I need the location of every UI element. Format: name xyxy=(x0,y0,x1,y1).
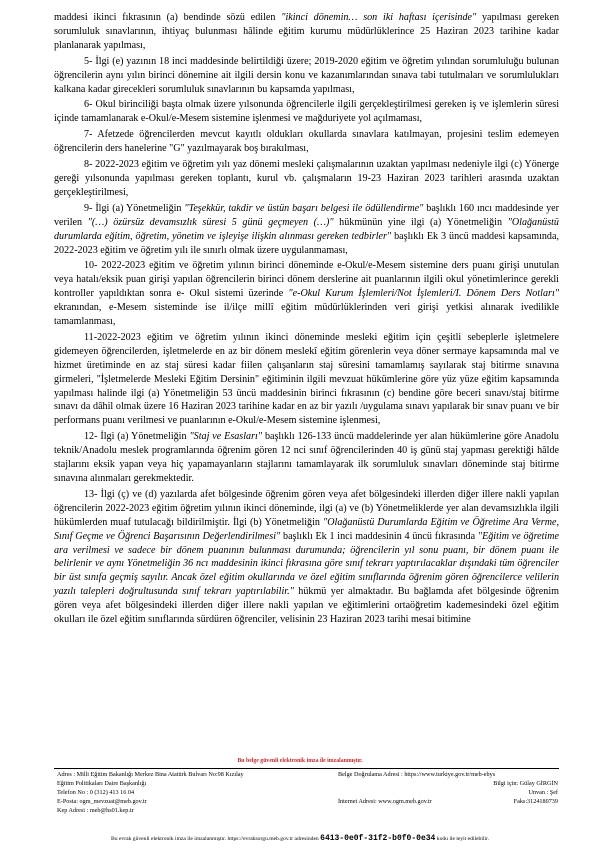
paragraph xyxy=(54,11,559,53)
paragraph-text: 7- Afetzede öğrencilerden mevcut kayıtlı oldukları okullarda sınavlara katılmayan, projesini teslim edemeyen öğrencilerin ders hanelerine "G" yazılmayarak boş bırakılması, xyxy=(54,129,559,155)
footer-address: Adres : Milli Eğitim Bakanlığı Merkez Bina Atatürk Bulvarı No:98 Kızılay xyxy=(57,771,244,778)
quoted-text: "Staj ve Esasları" xyxy=(189,431,263,443)
paragraph-text: 13- İlgi (ç) ve (d) yazılarda afet bölgesinde öğrenim gören veya afet bölgesindeki illerden diğer illere nakli yapılan öğrencilerin 2022-2023 eğitim öğretim yılının ikinci döneminde, ilgi (a) ve (b) Yönetmeliklerde yer alan devamsızlıkla ilgili hükümlerden muaf tutulacağı bildirilmiştir. İlgi (b) Yönetmeliğin xyxy=(54,488,559,528)
footer-verify-address[interactable]: Belge Doğrulama Adresi : https://www.turkiye.gov.tr/meb-ebys xyxy=(338,771,496,778)
paragraph xyxy=(54,488,559,627)
paragraph-text: hükmünün yine ilgi (a) Yönetmeliğin xyxy=(333,216,508,228)
paragraph-text: 8- 2022-2023 eğitim ve öğretim yılı yaz dönemi mesleki çalışmalarının uzaktan yapılması nedeniyle ilgi (c) Yönerge gereği yılsonunda yapılması gereken toplantı, kurul vb. çalışmaların 19-23 Haziran 2023 tarihleri arasında uzaktan gerçekleştirilmesi, xyxy=(54,159,559,198)
footer-department: Eğitim Politikaları Daire Başkanlığı xyxy=(57,779,147,787)
paragraph xyxy=(54,158,559,200)
signature-notice: Bu belge güvenli elektronik imza ile imzalanmıştır. xyxy=(237,758,363,764)
paragraph xyxy=(54,128,559,156)
paragraph-text: başlıklı Ek 3 üncü maddesi kapsamında, 2022-2023 eğitim ve öğretim yılı ile sınırlı olmak üzere uygulanmaması, xyxy=(54,230,559,256)
quoted-text: "Eğitim ve öğretime ara verilmesi ve sadece bir dönem puanının bulunması durumunda; öğrencilerin yıl sonu puanı, bir dönem puanı ile belirlenir ve aynı Yönetmeliğin 36 ncı maddesinin ikinci fıkrasına göre sınıf tekrarı yaptırılacaklar dışındaki tüm öğrenciler bir üst sınıfa geçmiş sayılır. Ancak özel eğitim okullarında ve özel eğitim sınıflarında öğrenim gören öğrencilerce velilerin yazılı talepleri doğrultusunda sınıf tekrarı yaptırılabilir." xyxy=(54,530,559,598)
quoted-text: "Olağanüstü Durumlarda Eğitim ve Öğretime Ara Verme, Sınıf Geçme ve Öğrenci Başarısının Değerlendirilmesi" xyxy=(54,516,559,542)
paragraph-text: 11-2022-2023 eğitim ve öğretim yılının ikinci döneminde mesleki eğitim için çeşitli sebeplerle işletmelere gidemeyen öğrencilerden, işletmelerde en az bir dönem meslekî eğitim görenlerin veya döner sermaye kapsamında mal ve hizmet üretiminde en az staj süresi kadar fiilen çalışanların staj süresini tamamlamış sayılarak staj bitirme sınavına girmeleri, "İşletmelerde Mesleki Eğitim Dersinin" eğitiminin ilgili mevzuat hükümlerine göre yüz yüze eğitim kapsamında yapılması halinde ilgi (a) Yönetmeliğin 53 üncü maddesinin birinci fıkrasının (c) bendine göre beceri sınavı/staj bitirme sınavı da dâhil olmak üzere 16 Haziran 2023 tarihine kadar en az bir yazılı /uygulama sınavı yapılarak bir sınav puanı ve bir performans puanı verilmesi ve puanlarının e-Okul/e-Mesem sistemine işlenmesi, xyxy=(54,331,559,427)
paragraph-text: başlıklı Ek 1 inci maddesinin 4 üncü fıkrasında xyxy=(280,530,478,542)
footer-fax: Faks:3124180739 xyxy=(513,797,558,805)
paragraph xyxy=(54,430,559,486)
paragraph xyxy=(54,259,559,329)
quoted-text: "Olağanüstü durumlarda eğitim, öğretim, yönetim ve işleyişe ilişkin alınması gereken tedbirler" xyxy=(54,216,559,242)
footer-divider xyxy=(54,768,559,769)
paragraph-text: 12- İlgi (a) Yönetmeliğin xyxy=(84,431,190,443)
footer-contact-right xyxy=(338,771,558,807)
paragraph-text: yapılması gereken sorumluluk sınavlarının, ihtiyaç bulunması hâlinde eğitim kurumu müdürlüklerince 25 Haziran 2023 tarihine kadar planlanarak yapılması, xyxy=(54,12,559,51)
verification-code: 6413-0e0f-31f2-b0f0-0e34 xyxy=(320,834,436,843)
paragraph xyxy=(54,331,559,428)
verification-line xyxy=(0,834,600,843)
paragraph-text: 6- Okul birinciliği başta olmak üzere yılsonunda öğrencilerle ilgili gerçekleştirilmesi gereken iş ve işlemlerin süresi içinde tamamlanarak e-Okul/e-Mesem sistemine işlenmesi ve mağduriyete yol açılmaması, xyxy=(54,99,559,125)
paragraph-text: 5- İlgi (e) yazının 18 inci maddesinde belirtildiği üzere; 2019-2020 eğitim ve öğretim yılından sorumluluğu bulunan öğrencilerin aynı yılın birinci dönemine ait ilgili dersin konu ve kazanımlarından sınava tabi tutulmaları ve sorumlulukları kalkana kadar girecekleri sorumluluk sınavlarının bu kapsamda yapılması, xyxy=(54,55,559,95)
footer-kep: Kep Adresi : meb@hs01.kep.tr xyxy=(57,806,134,814)
paragraph xyxy=(54,202,559,258)
paragraph-text: 10- 2022-2023 eğitim ve öğretim yılının birinci döneminde e-Okul/e-Mesem sistemine ders puanı girişi unutulan veya hatalı/eksik puan girişi yapılan öğrencilerin birinci dönem derslerine ait puanlarının ilgili okul yönetimlerince gerekli kontroller yapıldıktan sonra e- Okul sistemi üzerinde xyxy=(54,260,559,300)
quoted-text: "e-Okul Kurum İşlemleri/Not İşlemleri/I. Dönem Ders Notları" xyxy=(288,288,559,300)
document-body xyxy=(54,11,559,629)
footer-web-fax-row xyxy=(338,798,558,807)
paragraph-text: maddesi ikinci fıkrasının (a) bendinde sözü edilen xyxy=(54,12,282,23)
footer-contact-left xyxy=(57,771,244,816)
quoted-text: "ikinci dönemin… son iki haftası içerisinde" xyxy=(281,12,477,23)
paragraph-text: başlıklı 126-133 üncü maddelerinde yer alan hükümlerine göre Anadolu teknik/Anadolu meslek programlarında öğrenim gören 12 nci sınıf öğrencilerinden 40 iş günü staj yapması gerektiği hâlde stajlarını eksik yapan veya hiç yapamayanların stajlarını tamamlayarak ilk sorumluluk sınavları döneminde staj bitirme sınavına alınmaları gerekmektedir. xyxy=(54,431,559,484)
footer-title: Unvan : Şef xyxy=(528,788,558,796)
footer-email[interactable]: E-Posta: ogm_mevzuat@meb.gov.tr xyxy=(57,797,147,805)
paragraph-text: hükmü yer almaktadır. Bu bağlamda afet bölgesinde öğrenim gören veya afet bölgesindeki illerden diğer illere nakli yapılan ve eğitimlerini ortaöğretim kademesindeki özel eğitim okulları ile özel eğitim sınıflarında sürdüren öğrenciler, velisinin 23 Haziran 2023 tarihi mesai bitimine xyxy=(54,586,559,626)
footer-phone: Telefon No : 0 (312) 413 16 04 xyxy=(57,788,135,796)
paragraph-text: ekranından, e-Mesem sisteminde ise il/ilçe millî eğitim müdürlüklerinden veri girişi yetkisi alınarak ivedilikle tamamlanması, xyxy=(54,302,559,328)
paragraph-text: başlıklı 160 ıncı maddesinde yer verilen xyxy=(54,202,559,228)
footer-web[interactable]: İnternet Adresi: www.ogm.meb.gov.tr xyxy=(338,797,432,805)
verification-suffix: kodu ile teyit edilebilir. xyxy=(436,836,489,842)
verification-text: Bu evrak güvenli elektronik imza ile imzalanmıştır. https://evraksorgu.meb.gov.tr adresinden xyxy=(111,836,319,842)
paragraph-text: 9- İlgi (a) Yönetmeliğin xyxy=(84,202,185,214)
quoted-text: "(…) özürsüz devamsızlık süresi 5 günü geçmeyen (…)" xyxy=(87,216,334,228)
quoted-text: "Teşekkür, takdir ve üstün başarı belgesi ile ödüllendirme" xyxy=(184,202,424,214)
paragraph xyxy=(54,98,559,126)
footer-contact-person: Bilgi için: Gülay GİRGİN xyxy=(493,779,558,787)
paragraph xyxy=(54,55,559,97)
